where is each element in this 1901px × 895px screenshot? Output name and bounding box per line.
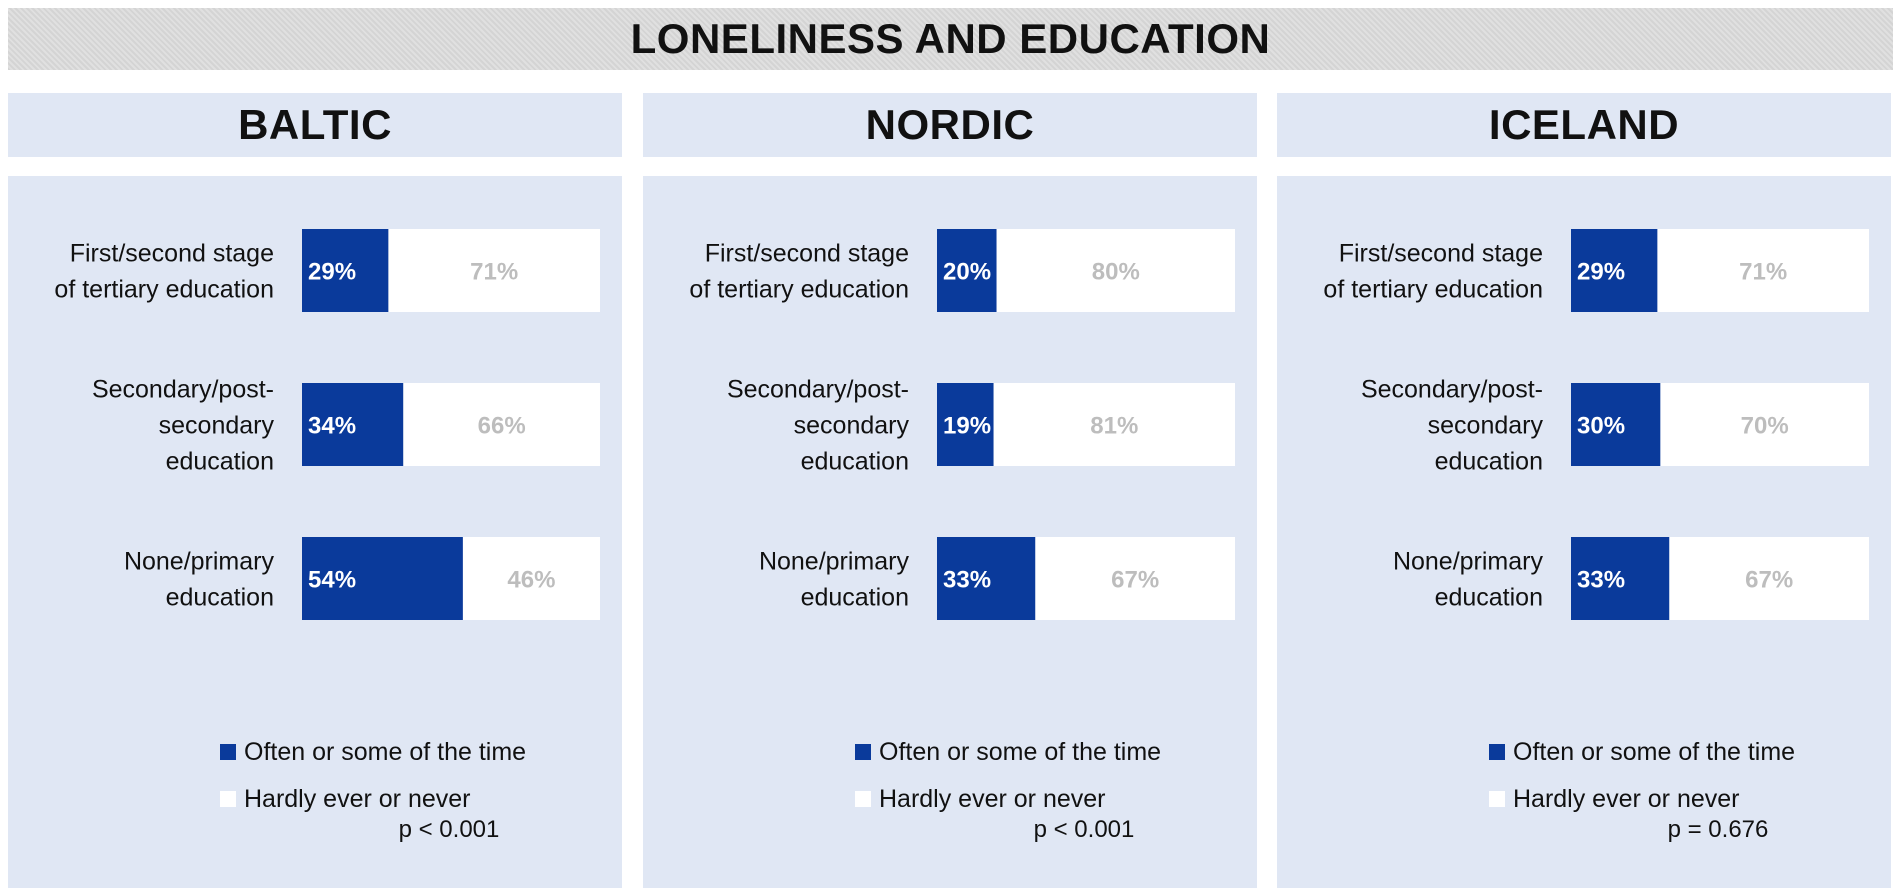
panel-header-iceland [1277,93,1891,157]
p-value-annotation: p = 0.676 [1667,816,1769,843]
category-label: None/primary education [758,547,909,612]
chart-title: LONELINESS AND EDUCATION [630,15,1271,62]
legend-swatch-hardly [220,791,236,807]
data-label-often: 29% [1577,258,1626,286]
panel-body-nordic [643,176,1257,888]
p-value-annotation: p < 0.001 [1033,816,1135,843]
category-label: Secondary/post-secondary education [91,375,274,476]
legend [1489,738,1795,832]
category-label: Secondary/post-secondary education [1360,375,1543,476]
legend-label-often: Often or some of the time [1513,737,1796,766]
data-label-often: 20% [943,258,992,286]
category-label: First/second stage of tertiary education [1323,239,1543,304]
data-label-hardly: 70% [1740,412,1789,440]
data-label-often: 29% [308,258,357,286]
data-label-hardly: 66% [477,412,526,440]
legend-swatch-often [220,744,236,760]
data-label-often: 54% [308,566,357,594]
legend-swatch-often [855,744,871,760]
legend-item-hardly [855,785,1161,813]
legend-label-hardly: Hardly ever or never [1513,784,1740,813]
data-label-often: 33% [943,566,992,594]
legend-label-often: Often or some of the time [879,737,1162,766]
panel-title: BALTIC [238,101,392,148]
panel-body-baltic [8,176,622,888]
category-label: None/primary education [1392,547,1543,612]
legend-item-often [855,738,1161,766]
p-value-annotation: p < 0.001 [398,816,500,843]
panel-header-baltic [8,93,622,157]
legend-swatch-hardly [1489,791,1505,807]
data-label-hardly: 71% [1739,258,1788,286]
legend-item-often [220,738,526,766]
data-label-often: 30% [1577,412,1626,440]
panel-header-nordic [643,93,1257,157]
legend [855,738,1161,832]
legend-swatch-hardly [855,791,871,807]
legend-label-hardly: Hardly ever or never [879,784,1106,813]
legend-label-hardly: Hardly ever or never [244,784,471,813]
data-label-often: 19% [943,412,992,440]
data-label-often: 33% [1577,566,1626,594]
legend-item-hardly [1489,785,1795,813]
panel-title: ICELAND [1488,101,1680,148]
panel-title: NORDIC [865,101,1035,148]
category-label: Secondary/post-secondary education [726,375,909,476]
legend [220,738,526,832]
legend-label-often: Often or some of the time [244,737,527,766]
data-label-hardly: 81% [1090,412,1139,440]
data-label-hardly: 71% [470,258,519,286]
data-label-hardly: 67% [1111,566,1160,594]
panel-body-iceland [1277,176,1891,888]
data-label-hardly: 67% [1745,566,1794,594]
data-label-hardly: 80% [1091,258,1140,286]
data-label-hardly: 46% [507,566,556,594]
category-label: None/primary education [123,547,274,612]
chart-title-bar [8,8,1893,70]
legend-item-hardly [220,785,526,813]
category-label: First/second stage of tertiary education [689,239,909,304]
legend-swatch-often [1489,744,1505,760]
data-label-often: 34% [308,412,357,440]
category-label: First/second stage of tertiary education [54,239,274,304]
legend-item-often [1489,738,1795,766]
